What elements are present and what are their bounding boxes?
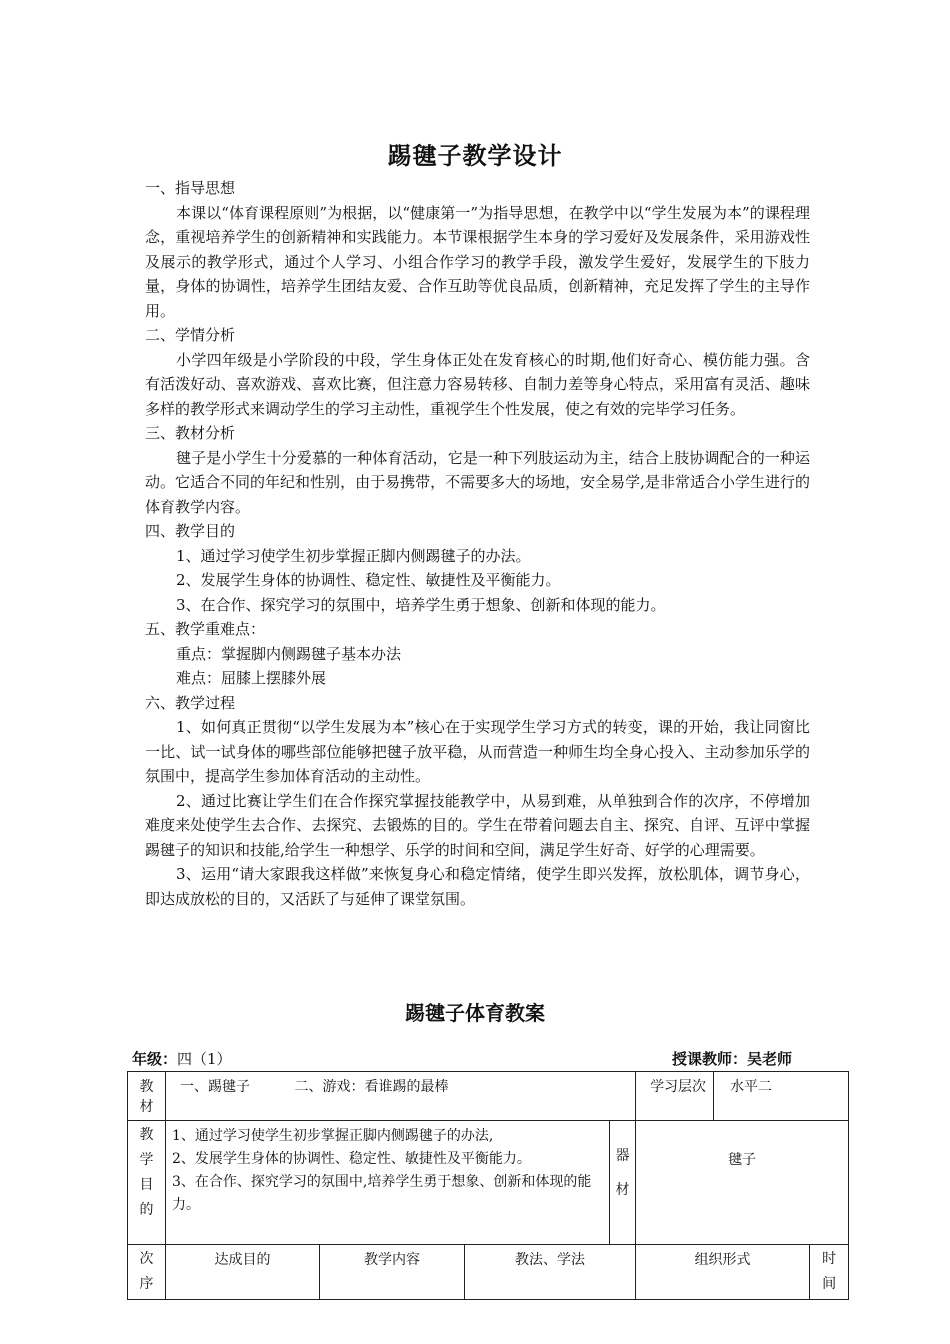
order-header-text: 次序 <box>139 1251 154 1292</box>
goal-item: 3、在合作、探究学习的氛围中，培养学生勇于想象、创新和体现的能力。 <box>176 595 666 614</box>
time-header <box>810 1245 849 1300</box>
section-paragraph-3: 毽子是小学生十分爱慕的一种体育活动，它是一种下列肢运动为主，结合上肢协调配合的一种运动。它适合不同的年纪和性别，由于易携带，不需要多大的场地，安全易学,是非常适合小学生进行的体育教学内容。 <box>145 448 810 516</box>
section-heading-5: 五、教学重难点： <box>145 620 266 638</box>
section-heading-2: 二、学情分析 <box>145 326 236 344</box>
equipment-label <box>610 1121 636 1245</box>
goal-line: 1、通过学习使学生初步掌握正脚内侧踢毽子的办法, <box>172 1128 494 1144</box>
grade-value: 四（1） <box>177 1050 232 1068</box>
organization-header: 组织形式 <box>636 1245 810 1300</box>
material-label: 教 材 <box>128 1072 166 1121</box>
lesson-plan-table <box>127 1071 849 1300</box>
equipment-value: 毽子 <box>636 1121 849 1245</box>
goal-line: 3、在合作、探究学习的氛围中,培养学生勇于想象、创新和体现的能力。 <box>172 1174 592 1213</box>
material-value: 一、踢毽子 二、游戏：看谁踢的最棒 <box>166 1072 636 1121</box>
goals-cell <box>166 1121 610 1245</box>
section-heading-1: 一、指导思想 <box>145 179 236 197</box>
grade-label: 年级： <box>132 1050 178 1068</box>
order-header <box>128 1245 166 1300</box>
level-value: 水平二 <box>714 1072 849 1121</box>
goals-label <box>128 1121 166 1245</box>
lesson-plan-title: 踢毽子体育教案 <box>405 1001 545 1025</box>
process-paragraph-3: 3、运用“请大家跟我这样做”来恢复身心和稳定情绪，使学生即兴发挥，放松肌体，调节身心，即达成放松的目的，又活跃了与延伸了课堂氛围。 <box>145 865 810 908</box>
content-header: 教学内容 <box>320 1245 465 1300</box>
section-paragraph-2: 小学四年级是小学阶段的中段，学生身体正处在发育核心的时期,他们好奇心、模仿能力强。含有活泼好动、喜欢游戏、喜欢比赛，但注意力容易转移、自制力差等身心特点，采用富有灵活、趣味多样的教学形式来调动学生的学习主动性，重视学生个性发展，使之有效的完毕学习任务。 <box>145 350 810 418</box>
equipment-label-text: 器材 <box>615 1148 630 1198</box>
goals-label-text: 教学目的 <box>139 1127 154 1218</box>
section-paragraph-1: 本课以“体育课程原则”为根据，以“健康第一”为指导思想，在教学中以“学生发展为本”的课程理念，重视培养学生的创新精神和实践能力。本节课根据学生本身的学习爱好及发展条件，采用游戏性及展示的教学形式，通过个人学习、小组合作学习的教学手段，激发学生爱好，发展学生的下肢力量，身体的协调性，培养学生团结友爱、合作互助等优良品质，创新精神，充足发挥了学生的主导作用。 <box>145 203 810 320</box>
level-label: 学习层次 <box>636 1072 714 1121</box>
design-content <box>145 176 810 911</box>
goal-item: 2、发展学生身体的协调性、稳定性、敏捷性及平衡能力。 <box>176 571 561 589</box>
section-heading-3: 三、教材分析 <box>145 424 236 442</box>
teacher-info <box>672 1048 792 1069</box>
lesson-plan-header <box>132 1048 792 1070</box>
process-paragraph-2: 2、通过比赛让学生们在合作探究掌握技能教学中，从易到难，从单独到合作的次序，不停增加难度来处使学生去合作、去探究、去锻炼的目的。学生在带着问题去自主、探究、自评、互评中掌握踢毽子的知识和技能,给学生一种想学、乐学的时间和空间，满足学生好奇、好学的心理需要。 <box>145 791 810 859</box>
key-point-item: 重点：掌握脚内侧踢毽子基本办法 <box>176 644 402 663</box>
table-row <box>128 1245 849 1300</box>
teacher-label: 授课教师： <box>671 1050 747 1068</box>
process-paragraph-1: 1、如何真正贯彻“以学生发展为本”核心在于实现学生学习方式的转变，课的开始，我让同窗比一比、试一试身体的哪些部位能够把毽子放平稳，从而营造一种师生均全身心投入、主动参加乐学的氛围中，提高学生参加体育活动的主动性。 <box>145 718 810 785</box>
teacher-value: 吴老师 <box>746 1050 792 1068</box>
document-title: 踢毽子教学设计 <box>387 142 563 170</box>
time-header-text: 时间 <box>822 1251 837 1292</box>
target-header: 达成目的 <box>166 1245 320 1300</box>
grade-info <box>132 1048 232 1069</box>
section-heading-6: 六、教学过程 <box>145 693 236 712</box>
table-row <box>128 1121 849 1245</box>
key-point-item: 难点：屈膝上摆膝外展 <box>176 669 327 687</box>
method-header: 教法、学法 <box>465 1245 636 1300</box>
goal-item: 1、通过学习使学生初步掌握正脚内侧踢毽子的办法。 <box>176 546 531 565</box>
table-row <box>128 1072 849 1121</box>
section-heading-4: 四、教学目的 <box>145 522 236 540</box>
goal-line: 2、发展学生身体的协调性、稳定性、敏捷性及平衡能力。 <box>172 1151 531 1167</box>
